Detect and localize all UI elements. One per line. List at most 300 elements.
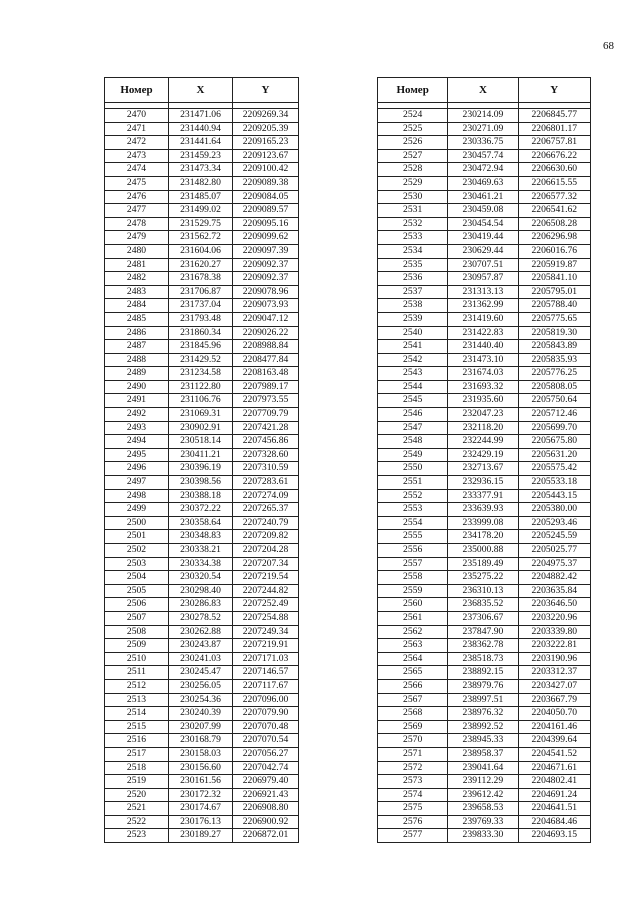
point-number-cell: 2549 xyxy=(378,448,448,462)
x-coordinate-cell: 231419.60 xyxy=(448,312,518,326)
table-row xyxy=(378,666,591,680)
table-row xyxy=(378,176,591,190)
point-number-cell: 2506 xyxy=(105,598,169,612)
x-coordinate-cell: 230336.75 xyxy=(448,136,518,150)
y-coordinate-cell: 2207204.28 xyxy=(233,544,299,558)
point-number-cell: 2537 xyxy=(378,285,448,299)
y-coordinate-cell: 2206757.81 xyxy=(518,136,590,150)
y-coordinate-cell: 2205843.89 xyxy=(518,340,590,354)
x-coordinate-cell: 230320.54 xyxy=(169,571,233,585)
table-row xyxy=(105,611,299,625)
x-coordinate-cell: 230168.79 xyxy=(169,734,233,748)
table-row xyxy=(105,149,299,163)
x-coordinate-cell: 230454.54 xyxy=(448,217,518,231)
x-coordinate-cell: 231860.34 xyxy=(169,326,233,340)
x-coordinate-cell: 239041.64 xyxy=(448,761,518,775)
y-coordinate-cell: 2206921.43 xyxy=(233,788,299,802)
header-x: X xyxy=(448,78,518,103)
table-row xyxy=(378,367,591,381)
table-row xyxy=(378,747,591,761)
point-number-cell: 2471 xyxy=(105,122,169,136)
point-number-cell: 2502 xyxy=(105,544,169,558)
point-number-cell: 2535 xyxy=(378,258,448,272)
y-coordinate-cell: 2205775.65 xyxy=(518,312,590,326)
x-coordinate-cell: 237847.90 xyxy=(448,625,518,639)
table-row xyxy=(378,557,591,571)
point-number-cell: 2521 xyxy=(105,802,169,816)
point-number-cell: 2567 xyxy=(378,693,448,707)
x-coordinate-cell: 230518.14 xyxy=(169,435,233,449)
table-row xyxy=(378,136,591,150)
x-coordinate-cell: 230472.94 xyxy=(448,163,518,177)
y-coordinate-cell: 2208477.84 xyxy=(233,353,299,367)
x-coordinate-cell: 231678.38 xyxy=(169,272,233,286)
y-coordinate-cell: 2207042.74 xyxy=(233,761,299,775)
table-row xyxy=(105,462,299,476)
x-coordinate-cell: 230286.83 xyxy=(169,598,233,612)
table-row xyxy=(105,299,299,313)
table-row xyxy=(378,217,591,231)
point-number-cell: 2570 xyxy=(378,734,448,748)
y-coordinate-cell: 2205533.18 xyxy=(518,476,590,490)
x-coordinate-cell: 231529.75 xyxy=(169,217,233,231)
point-number-cell: 2523 xyxy=(105,829,169,843)
header-number: Номер xyxy=(105,78,169,103)
x-coordinate-cell: 230189.27 xyxy=(169,829,233,843)
header-x: X xyxy=(169,78,233,103)
y-coordinate-cell: 2205795.01 xyxy=(518,285,590,299)
point-number-cell: 2575 xyxy=(378,802,448,816)
table-row xyxy=(105,775,299,789)
x-coordinate-cell: 230419.44 xyxy=(448,231,518,245)
x-coordinate-cell: 231422.83 xyxy=(448,326,518,340)
point-number-cell: 2530 xyxy=(378,190,448,204)
x-coordinate-cell: 231106.76 xyxy=(169,394,233,408)
table-row xyxy=(105,652,299,666)
point-number-cell: 2473 xyxy=(105,149,169,163)
table-row xyxy=(378,611,591,625)
point-number-cell: 2482 xyxy=(105,272,169,286)
point-number-cell: 2479 xyxy=(105,231,169,245)
x-coordinate-cell: 238976.32 xyxy=(448,707,518,721)
x-coordinate-cell: 238997.51 xyxy=(448,693,518,707)
y-coordinate-cell: 2207244.82 xyxy=(233,584,299,598)
point-number-cell: 2495 xyxy=(105,448,169,462)
point-number-cell: 2515 xyxy=(105,720,169,734)
table-row xyxy=(378,299,591,313)
y-coordinate-cell: 2205443.15 xyxy=(518,489,590,503)
x-coordinate-cell: 238992.52 xyxy=(448,720,518,734)
y-coordinate-cell: 2207207.34 xyxy=(233,557,299,571)
table-row xyxy=(378,204,591,218)
point-number-cell: 2529 xyxy=(378,176,448,190)
y-coordinate-cell: 2207117.67 xyxy=(233,679,299,693)
point-number-cell: 2484 xyxy=(105,299,169,313)
y-coordinate-cell: 2206908.80 xyxy=(233,802,299,816)
table-row xyxy=(378,707,591,721)
x-coordinate-cell: 230358.64 xyxy=(169,516,233,530)
point-number-cell: 2491 xyxy=(105,394,169,408)
y-coordinate-cell: 2209205.39 xyxy=(233,122,299,136)
table-row xyxy=(378,571,591,585)
y-coordinate-cell: 2209269.34 xyxy=(233,109,299,123)
table-row xyxy=(378,353,591,367)
table-row xyxy=(105,136,299,150)
table-row xyxy=(105,448,299,462)
point-number-cell: 2513 xyxy=(105,693,169,707)
y-coordinate-cell: 2204161.46 xyxy=(518,720,590,734)
table-row xyxy=(105,285,299,299)
point-number-cell: 2533 xyxy=(378,231,448,245)
y-coordinate-cell: 2205841.10 xyxy=(518,272,590,286)
point-number-cell: 2574 xyxy=(378,788,448,802)
y-coordinate-cell: 2209084.05 xyxy=(233,190,299,204)
y-coordinate-cell: 2207265.37 xyxy=(233,503,299,517)
table-row xyxy=(105,503,299,517)
y-coordinate-cell: 2205675.80 xyxy=(518,435,590,449)
x-coordinate-cell: 239769.33 xyxy=(448,815,518,829)
table-row xyxy=(105,734,299,748)
point-number-cell: 2500 xyxy=(105,516,169,530)
y-coordinate-cell: 2207146.57 xyxy=(233,666,299,680)
point-number-cell: 2541 xyxy=(378,340,448,354)
y-coordinate-cell: 2209092.37 xyxy=(233,258,299,272)
x-coordinate-cell: 235000.88 xyxy=(448,544,518,558)
point-number-cell: 2508 xyxy=(105,625,169,639)
x-coordinate-cell: 230176.13 xyxy=(169,815,233,829)
point-number-cell: 2481 xyxy=(105,258,169,272)
point-number-cell: 2548 xyxy=(378,435,448,449)
point-number-cell: 2568 xyxy=(378,707,448,721)
table-row xyxy=(105,408,299,422)
x-coordinate-cell: 231441.64 xyxy=(169,136,233,150)
y-coordinate-cell: 2203220.96 xyxy=(518,611,590,625)
table-row xyxy=(105,747,299,761)
x-coordinate-cell: 230241.03 xyxy=(169,652,233,666)
point-number-cell: 2509 xyxy=(105,639,169,653)
point-number-cell: 2511 xyxy=(105,666,169,680)
y-coordinate-cell: 2206615.55 xyxy=(518,176,590,190)
point-number-cell: 2542 xyxy=(378,353,448,367)
table-row xyxy=(378,394,591,408)
point-number-cell: 2480 xyxy=(105,244,169,258)
x-coordinate-cell: 230388.18 xyxy=(169,489,233,503)
y-coordinate-cell: 2204975.37 xyxy=(518,557,590,571)
point-number-cell: 2483 xyxy=(105,285,169,299)
point-number-cell: 2561 xyxy=(378,611,448,625)
point-number-cell: 2556 xyxy=(378,544,448,558)
table-row xyxy=(378,734,591,748)
point-number-cell: 2517 xyxy=(105,747,169,761)
table-row xyxy=(378,109,591,123)
table-row xyxy=(105,571,299,585)
point-number-cell: 2528 xyxy=(378,163,448,177)
table-row xyxy=(105,761,299,775)
y-coordinate-cell: 2204050.70 xyxy=(518,707,590,721)
point-number-cell: 2545 xyxy=(378,394,448,408)
point-number-cell: 2547 xyxy=(378,421,448,435)
x-coordinate-cell: 231845.96 xyxy=(169,340,233,354)
x-coordinate-cell: 239658.53 xyxy=(448,802,518,816)
x-coordinate-cell: 236835.52 xyxy=(448,598,518,612)
table-row xyxy=(378,435,591,449)
y-coordinate-cell: 2209092.37 xyxy=(233,272,299,286)
point-number-cell: 2492 xyxy=(105,408,169,422)
x-coordinate-cell: 230207.99 xyxy=(169,720,233,734)
point-number-cell: 2507 xyxy=(105,611,169,625)
point-number-cell: 2538 xyxy=(378,299,448,313)
x-coordinate-cell: 239612.42 xyxy=(448,788,518,802)
point-number-cell: 2514 xyxy=(105,707,169,721)
x-coordinate-cell: 230629.44 xyxy=(448,244,518,258)
point-number-cell: 2476 xyxy=(105,190,169,204)
y-coordinate-cell: 2209078.96 xyxy=(233,285,299,299)
x-coordinate-cell: 232936.15 xyxy=(448,476,518,490)
table-row xyxy=(378,421,591,435)
y-coordinate-cell: 2207254.88 xyxy=(233,611,299,625)
point-number-cell: 2562 xyxy=(378,625,448,639)
y-coordinate-cell: 2209099.62 xyxy=(233,231,299,245)
header-y: Y xyxy=(518,78,590,103)
y-coordinate-cell: 2209097.39 xyxy=(233,244,299,258)
point-number-cell: 2489 xyxy=(105,367,169,381)
point-number-cell: 2558 xyxy=(378,571,448,585)
point-number-cell: 2525 xyxy=(378,122,448,136)
y-coordinate-cell: 2206801.17 xyxy=(518,122,590,136)
y-coordinate-cell: 2207096.00 xyxy=(233,693,299,707)
x-coordinate-cell: 233377.91 xyxy=(448,489,518,503)
table-row xyxy=(105,217,299,231)
y-coordinate-cell: 2203339.80 xyxy=(518,625,590,639)
point-number-cell: 2490 xyxy=(105,380,169,394)
point-number-cell: 2557 xyxy=(378,557,448,571)
y-coordinate-cell: 2205245.59 xyxy=(518,530,590,544)
point-number-cell: 2470 xyxy=(105,109,169,123)
table-row xyxy=(105,489,299,503)
table-row xyxy=(378,258,591,272)
y-coordinate-cell: 2209089.57 xyxy=(233,204,299,218)
y-coordinate-cell: 2207252.49 xyxy=(233,598,299,612)
table-row xyxy=(105,421,299,435)
x-coordinate-cell: 230298.40 xyxy=(169,584,233,598)
point-number-cell: 2516 xyxy=(105,734,169,748)
y-coordinate-cell: 2209095.16 xyxy=(233,217,299,231)
point-number-cell: 2527 xyxy=(378,149,448,163)
point-number-cell: 2487 xyxy=(105,340,169,354)
x-coordinate-cell: 230254.36 xyxy=(169,693,233,707)
y-coordinate-cell: 2207421.28 xyxy=(233,421,299,435)
x-coordinate-cell: 238945.33 xyxy=(448,734,518,748)
point-number-cell: 2553 xyxy=(378,503,448,517)
table-row xyxy=(105,584,299,598)
point-number-cell: 2531 xyxy=(378,204,448,218)
y-coordinate-cell: 2206541.62 xyxy=(518,204,590,218)
table-row xyxy=(378,462,591,476)
table-row xyxy=(378,693,591,707)
y-coordinate-cell: 2206296.98 xyxy=(518,231,590,245)
y-coordinate-cell: 2206900.92 xyxy=(233,815,299,829)
x-coordinate-cell: 230334.38 xyxy=(169,557,233,571)
x-coordinate-cell: 238892.15 xyxy=(448,666,518,680)
table-row xyxy=(378,775,591,789)
point-number-cell: 2571 xyxy=(378,747,448,761)
x-coordinate-cell: 231440.40 xyxy=(448,340,518,354)
y-coordinate-cell: 2204882.42 xyxy=(518,571,590,585)
y-coordinate-cell: 2205808.05 xyxy=(518,380,590,394)
point-number-cell: 2520 xyxy=(105,788,169,802)
x-coordinate-cell: 230338.21 xyxy=(169,544,233,558)
point-number-cell: 2486 xyxy=(105,326,169,340)
table-row xyxy=(105,815,299,829)
table-row xyxy=(105,353,299,367)
y-coordinate-cell: 2204693.15 xyxy=(518,829,590,843)
point-number-cell: 2512 xyxy=(105,679,169,693)
point-number-cell: 2552 xyxy=(378,489,448,503)
y-coordinate-cell: 2206676.22 xyxy=(518,149,590,163)
y-coordinate-cell: 2207456.86 xyxy=(233,435,299,449)
point-number-cell: 2496 xyxy=(105,462,169,476)
x-coordinate-cell: 231440.94 xyxy=(169,122,233,136)
point-number-cell: 2534 xyxy=(378,244,448,258)
table-row xyxy=(378,788,591,802)
point-number-cell: 2536 xyxy=(378,272,448,286)
x-coordinate-cell: 230411.21 xyxy=(169,448,233,462)
table-row xyxy=(378,625,591,639)
table-row xyxy=(378,149,591,163)
y-coordinate-cell: 2207973.55 xyxy=(233,394,299,408)
x-coordinate-cell: 231471.06 xyxy=(169,109,233,123)
x-coordinate-cell: 231482.80 xyxy=(169,176,233,190)
x-coordinate-cell: 230172.32 xyxy=(169,788,233,802)
x-coordinate-cell: 231499.02 xyxy=(169,204,233,218)
point-number-cell: 2503 xyxy=(105,557,169,571)
x-coordinate-cell: 234178.20 xyxy=(448,530,518,544)
y-coordinate-cell: 2203312.37 xyxy=(518,666,590,680)
y-coordinate-cell: 2203667.79 xyxy=(518,693,590,707)
x-coordinate-cell: 230707.51 xyxy=(448,258,518,272)
point-number-cell: 2485 xyxy=(105,312,169,326)
x-coordinate-cell: 233999.08 xyxy=(448,516,518,530)
y-coordinate-cell: 2209123.67 xyxy=(233,149,299,163)
table-row xyxy=(105,693,299,707)
table-row xyxy=(378,448,591,462)
table-row xyxy=(105,544,299,558)
y-coordinate-cell: 2205699.70 xyxy=(518,421,590,435)
table-row xyxy=(105,666,299,680)
y-coordinate-cell: 2206577.32 xyxy=(518,190,590,204)
table-row xyxy=(378,190,591,204)
y-coordinate-cell: 2209073.93 xyxy=(233,299,299,313)
table-row xyxy=(105,258,299,272)
table-row xyxy=(378,598,591,612)
y-coordinate-cell: 2205631.20 xyxy=(518,448,590,462)
y-coordinate-cell: 2203427.07 xyxy=(518,679,590,693)
y-coordinate-cell: 2206979.40 xyxy=(233,775,299,789)
table-row xyxy=(105,679,299,693)
point-number-cell: 2573 xyxy=(378,775,448,789)
x-coordinate-cell: 231620.27 xyxy=(169,258,233,272)
point-number-cell: 2543 xyxy=(378,367,448,381)
table-row xyxy=(105,829,299,843)
table-row xyxy=(105,720,299,734)
table-row xyxy=(105,394,299,408)
x-coordinate-cell: 237306.67 xyxy=(448,611,518,625)
point-number-cell: 2569 xyxy=(378,720,448,734)
point-number-cell: 2518 xyxy=(105,761,169,775)
y-coordinate-cell: 2207219.54 xyxy=(233,571,299,585)
x-coordinate-cell: 230348.83 xyxy=(169,530,233,544)
point-number-cell: 2522 xyxy=(105,815,169,829)
table-row xyxy=(378,122,591,136)
point-number-cell: 2505 xyxy=(105,584,169,598)
point-number-cell: 2477 xyxy=(105,204,169,218)
table-row xyxy=(378,503,591,517)
point-number-cell: 2526 xyxy=(378,136,448,150)
table-header-row xyxy=(105,78,299,103)
x-coordinate-cell: 231793.48 xyxy=(169,312,233,326)
x-coordinate-cell: 231674.03 xyxy=(448,367,518,381)
x-coordinate-cell: 230245.47 xyxy=(169,666,233,680)
point-number-cell: 2519 xyxy=(105,775,169,789)
y-coordinate-cell: 2205919.87 xyxy=(518,258,590,272)
y-coordinate-cell: 2207328.60 xyxy=(233,448,299,462)
x-coordinate-cell: 231473.10 xyxy=(448,353,518,367)
y-coordinate-cell: 2205712.46 xyxy=(518,408,590,422)
table-row xyxy=(378,285,591,299)
point-number-cell: 2504 xyxy=(105,571,169,585)
table-row xyxy=(105,109,299,123)
x-coordinate-cell: 230278.52 xyxy=(169,611,233,625)
point-number-cell: 2563 xyxy=(378,639,448,653)
table-row xyxy=(105,598,299,612)
x-coordinate-cell: 232047.23 xyxy=(448,408,518,422)
y-coordinate-cell: 2207709.79 xyxy=(233,408,299,422)
point-number-cell: 2532 xyxy=(378,217,448,231)
x-coordinate-cell: 230459.08 xyxy=(448,204,518,218)
table-row xyxy=(105,190,299,204)
y-coordinate-cell: 2205750.64 xyxy=(518,394,590,408)
y-coordinate-cell: 2207079.90 xyxy=(233,707,299,721)
x-coordinate-cell: 230457.74 xyxy=(448,149,518,163)
x-coordinate-cell: 239112.29 xyxy=(448,775,518,789)
table-row xyxy=(378,380,591,394)
point-number-cell: 2474 xyxy=(105,163,169,177)
x-coordinate-cell: 235275.22 xyxy=(448,571,518,585)
point-number-cell: 2494 xyxy=(105,435,169,449)
x-coordinate-cell: 230156.60 xyxy=(169,761,233,775)
coordinates-table-right xyxy=(377,77,591,843)
y-coordinate-cell: 2204691.24 xyxy=(518,788,590,802)
table-row xyxy=(105,176,299,190)
y-coordinate-cell: 2205776.25 xyxy=(518,367,590,381)
y-coordinate-cell: 2204541.52 xyxy=(518,747,590,761)
table-row xyxy=(378,163,591,177)
y-coordinate-cell: 2205293.46 xyxy=(518,516,590,530)
y-coordinate-cell: 2209165.23 xyxy=(233,136,299,150)
point-number-cell: 2510 xyxy=(105,652,169,666)
table-row xyxy=(105,639,299,653)
x-coordinate-cell: 230262.88 xyxy=(169,625,233,639)
y-coordinate-cell: 2207209.82 xyxy=(233,530,299,544)
table-row xyxy=(378,720,591,734)
header-number: Номер xyxy=(378,78,448,103)
y-coordinate-cell: 2207219.91 xyxy=(233,639,299,653)
y-coordinate-cell: 2207070.48 xyxy=(233,720,299,734)
table-row xyxy=(378,815,591,829)
y-coordinate-cell: 2209100.42 xyxy=(233,163,299,177)
x-coordinate-cell: 231706.87 xyxy=(169,285,233,299)
y-coordinate-cell: 2207989.17 xyxy=(233,380,299,394)
